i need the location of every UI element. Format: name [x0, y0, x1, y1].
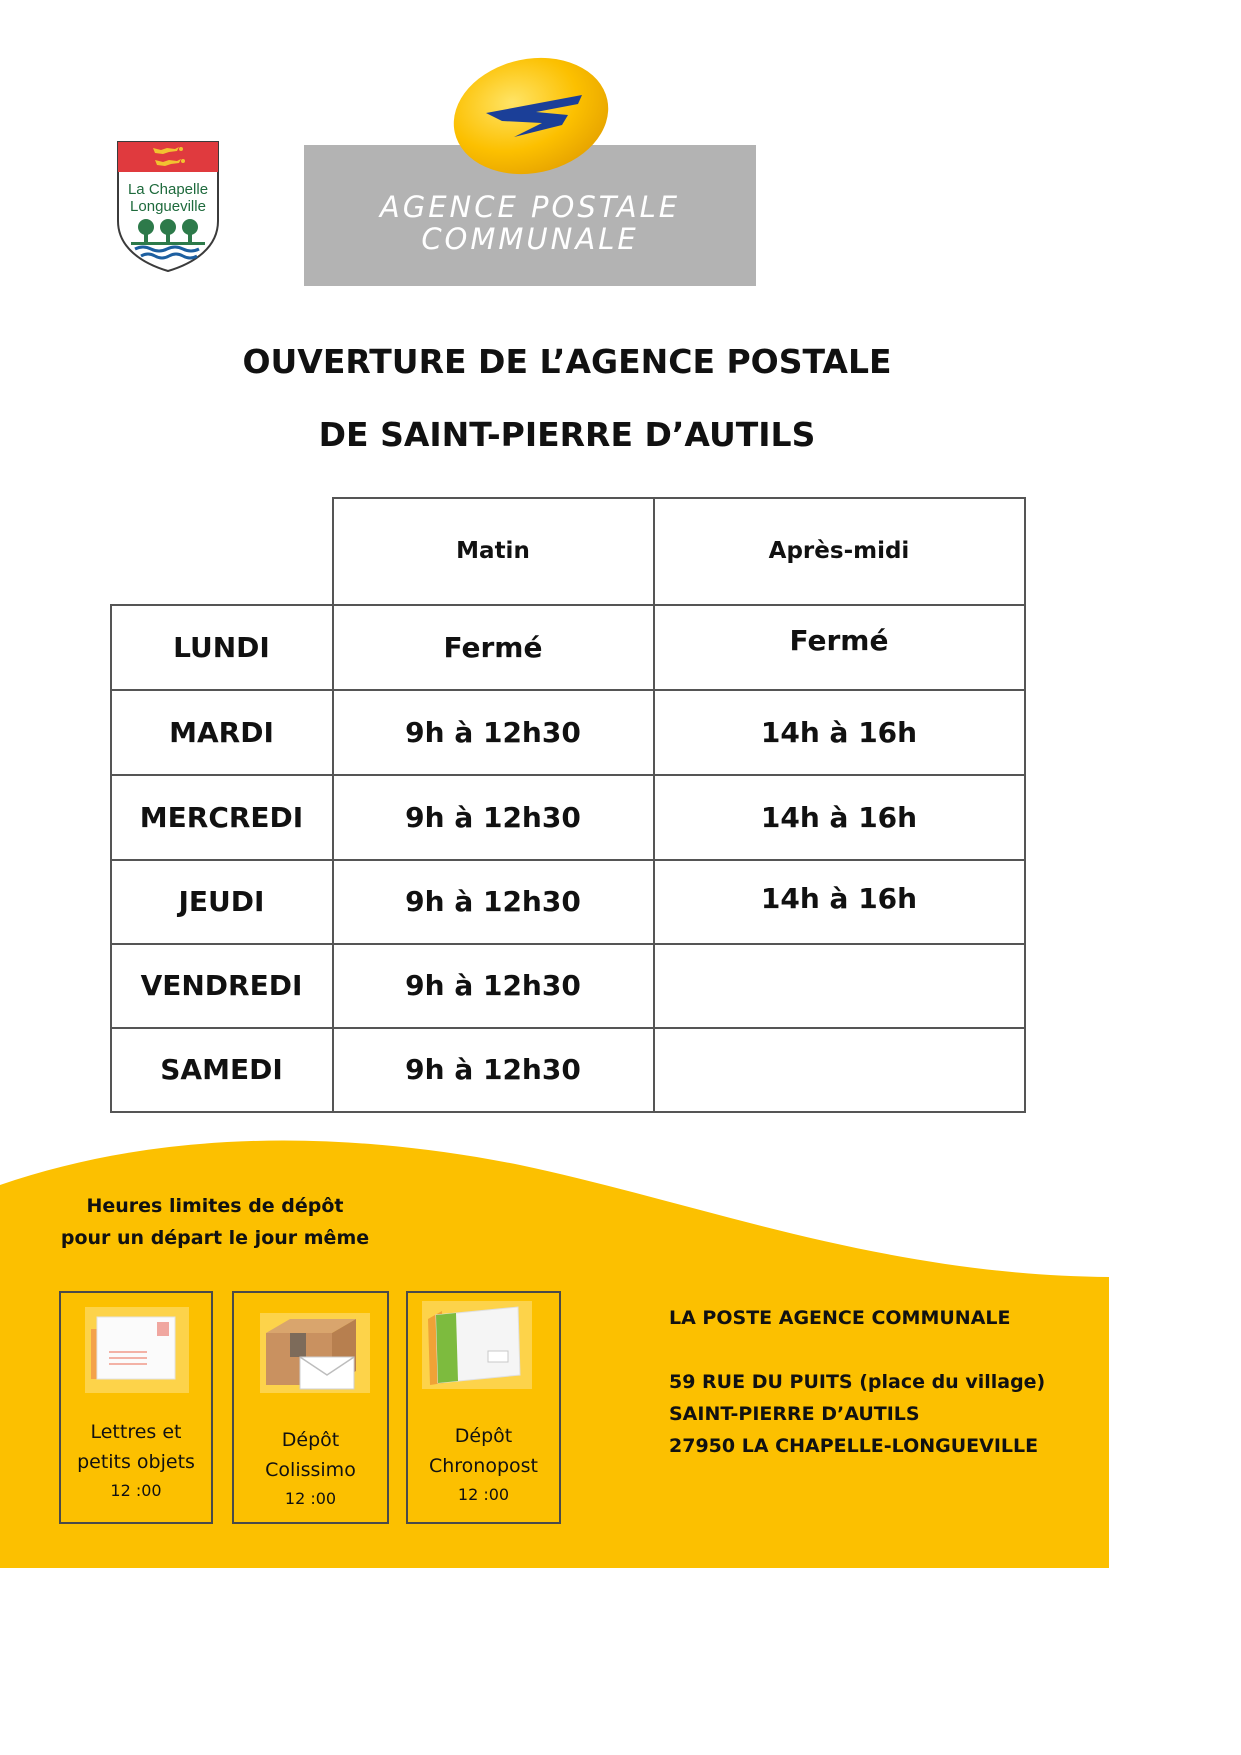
deposit-label-2: petits objets [77, 1451, 195, 1473]
morning-hours: 9h à 12h30 [405, 969, 581, 1002]
morning-hours: 9h à 12h30 [405, 800, 581, 834]
column-header-afternoon: Après-midi [768, 538, 910, 564]
logo-text-1: AGENCE POSTALE [379, 190, 681, 224]
afternoon-hours: 14h à 16h [760, 715, 918, 749]
parcel-icon [260, 1313, 370, 1393]
afternoon-hours [654, 944, 1024, 1027]
address-street: 59 RUE DU PUITS (place du village) [669, 1371, 1046, 1393]
deadline-section-title [40, 1190, 390, 1254]
express-envelope-icon [422, 1301, 532, 1389]
day-label: LUNDI [173, 630, 270, 664]
deposit-label-2: Chronopost [428, 1455, 539, 1477]
morning-hours: 9h à 12h30 [405, 1053, 581, 1086]
afternoon-hours: 14h à 16h [760, 800, 918, 834]
morning-hours: Fermé [443, 630, 543, 664]
day-label: SAMEDI [160, 1053, 283, 1086]
afternoon-hours: 14h à 16h [760, 882, 918, 915]
day-label: MERCREDI [139, 800, 304, 834]
deposit-label-1: Dépôt [281, 1429, 340, 1451]
crest-text-2: Longueville [130, 198, 206, 215]
day-label: MARDI [169, 715, 274, 749]
morning-hours: 9h à 12h30 [405, 715, 581, 749]
deposit-card-chronopost [406, 1291, 561, 1524]
letter-icon [85, 1307, 189, 1393]
deposit-time: 12 :00 [284, 1489, 337, 1508]
day-label: JEUDI [178, 885, 265, 918]
afternoon-hours: Fermé [789, 623, 889, 657]
logo-text-2: COMMUNALE [421, 222, 639, 256]
deposit-card-letters [59, 1291, 213, 1524]
deadline-title-line-1: Heures limites de dépôt [86, 1195, 344, 1217]
deadline-title-line-2: pour un départ le jour même [60, 1227, 370, 1249]
morning-hours: 9h à 12h30 [405, 885, 581, 918]
agency-name: LA POSTE AGENCE COMMUNALE [669, 1307, 1011, 1329]
page-title-line-2: DE SAINT-PIERRE D’AUTILS [318, 415, 816, 454]
day-label: VENDREDI [140, 969, 303, 1002]
deposit-time: 12 :00 [457, 1485, 510, 1504]
deposit-label-1: Dépôt [454, 1425, 513, 1447]
page-title-line-1: OUVERTURE DE L’AGENCE POSTALE [242, 342, 892, 381]
deposit-label-2: Colissimo [265, 1459, 356, 1481]
deposit-card-colissimo [232, 1291, 389, 1524]
address-city: 27950 LA CHAPELLE-LONGUEVILLE [669, 1435, 1039, 1457]
address-locality: SAINT-PIERRE D’AUTILS [669, 1403, 920, 1425]
deposit-time: 12 :00 [110, 1481, 162, 1500]
column-header-morning: Matin [456, 538, 530, 564]
deposit-label-1: Lettres et [90, 1421, 182, 1443]
crest-text-1: La Chapelle [127, 181, 209, 198]
afternoon-hours [654, 1028, 1024, 1111]
